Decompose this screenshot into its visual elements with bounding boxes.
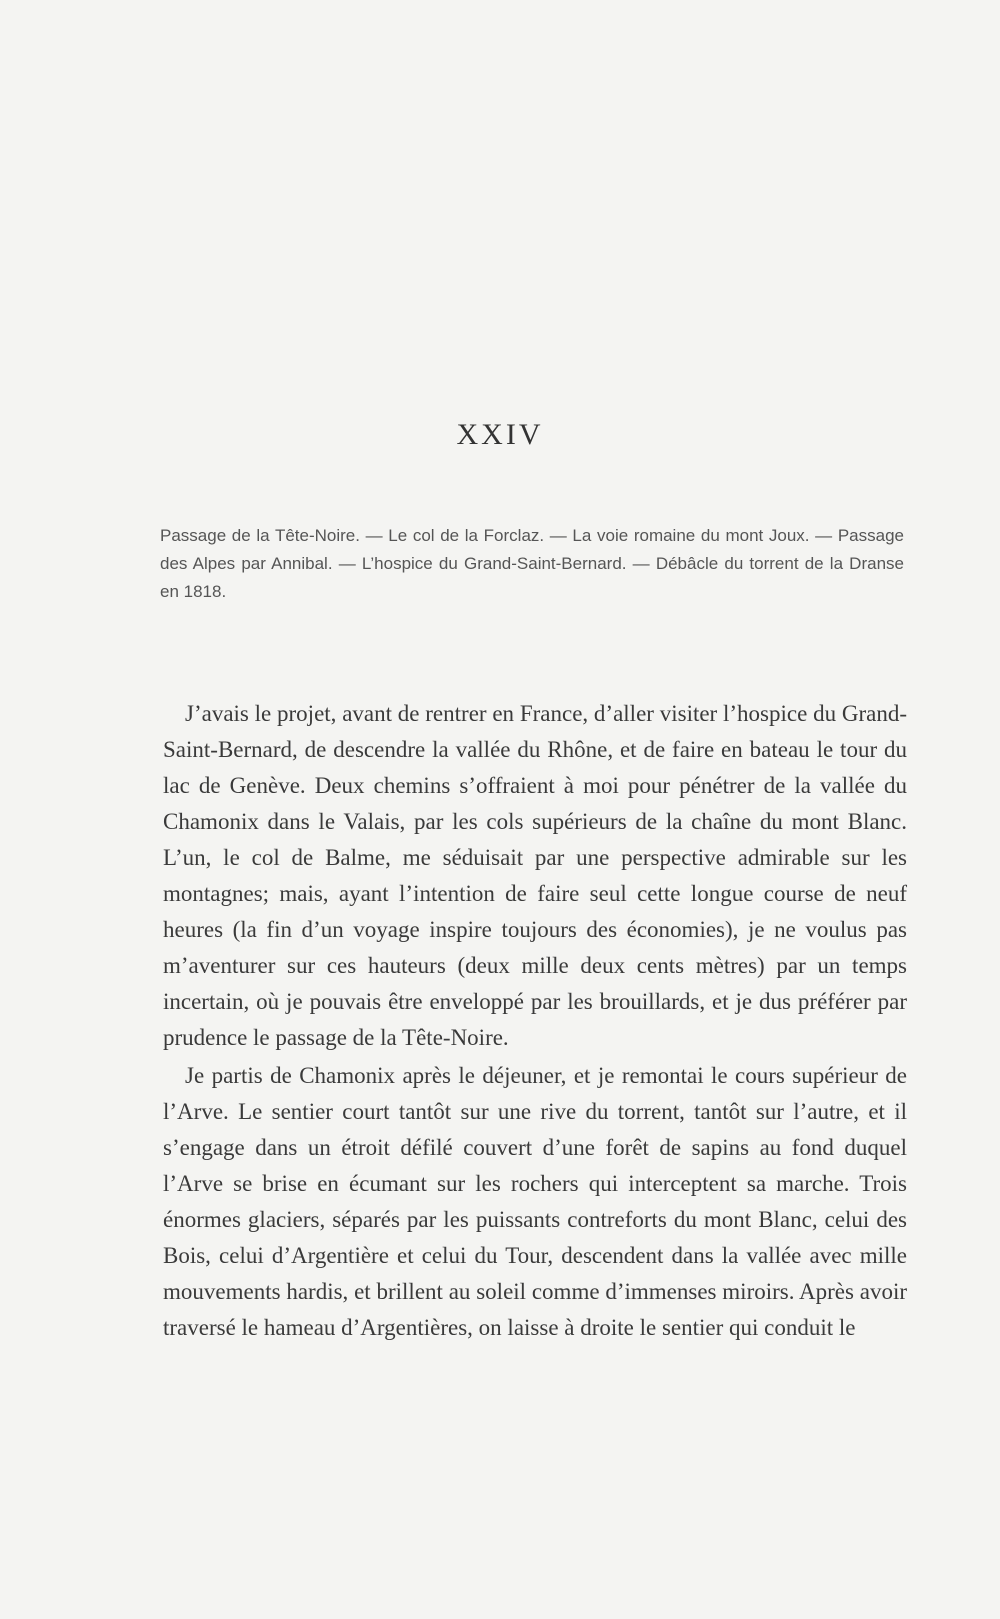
- body-text: [163, 696, 907, 1346]
- chapter-summary: Passage de la Tête-Noire. — Le col de la Forclaz. — La voie romaine du mont Joux. — Passage des Alpes par Annibal. — L’hospice du Grand-Saint-Bernard. — Débâcle du torrent de la Dranse en 1818.: [160, 526, 904, 601]
- chapter-number: XXIV: [456, 418, 544, 451]
- paragraph: Je partis de Chamonix après le déjeuner, et je remontai le cours supérieur de l’Arve. Le sentier court tantôt sur une rive du torrent, tantôt sur l’autre, et il s’engage dans un étroit défilé couvert d’une forêt de sapins au fond duquel l’Arve se brise en écumant sur les rochers qui interceptent sa marche. Trois énormes glaciers, séparés par les puissants contreforts du mont Blanc, celui des Bois, celui d’Argentière et celui du Tour, descendent dans la vallée avec mille mouvements hardis, et brillent au soleil comme d’immenses miroirs. Après avoir traversé le hameau d’Argentières, on laisse à droite le sentier qui conduit le: [163, 1063, 907, 1340]
- paragraph: J’avais le projet, avant de rentrer en France, d’aller visiter l’hospice du Grand-Saint-Bernard, de descendre la vallée du Rhône, et de faire en bateau le tour du lac de Genève. Deux chemins s’offraient à moi pour pénétrer de la vallée du Chamonix dans le Valais, par les cols supérieurs de la chaîne du mont Blanc. L’un, le col de Balme, me séduisait par une perspective admirable sur les montagnes; mais, ayant l’intention de faire seul cette longue course de neuf heures (la fin d’un voyage inspire toujours des économies), je ne voulus pas m’aventurer sur ces hauteurs (deux mille deux cents mètres) par un temps incertain, où je pouvais être enveloppé par les brouillards, et je dus préférer par prudence le passage de la Tête-Noire.: [163, 701, 907, 1050]
